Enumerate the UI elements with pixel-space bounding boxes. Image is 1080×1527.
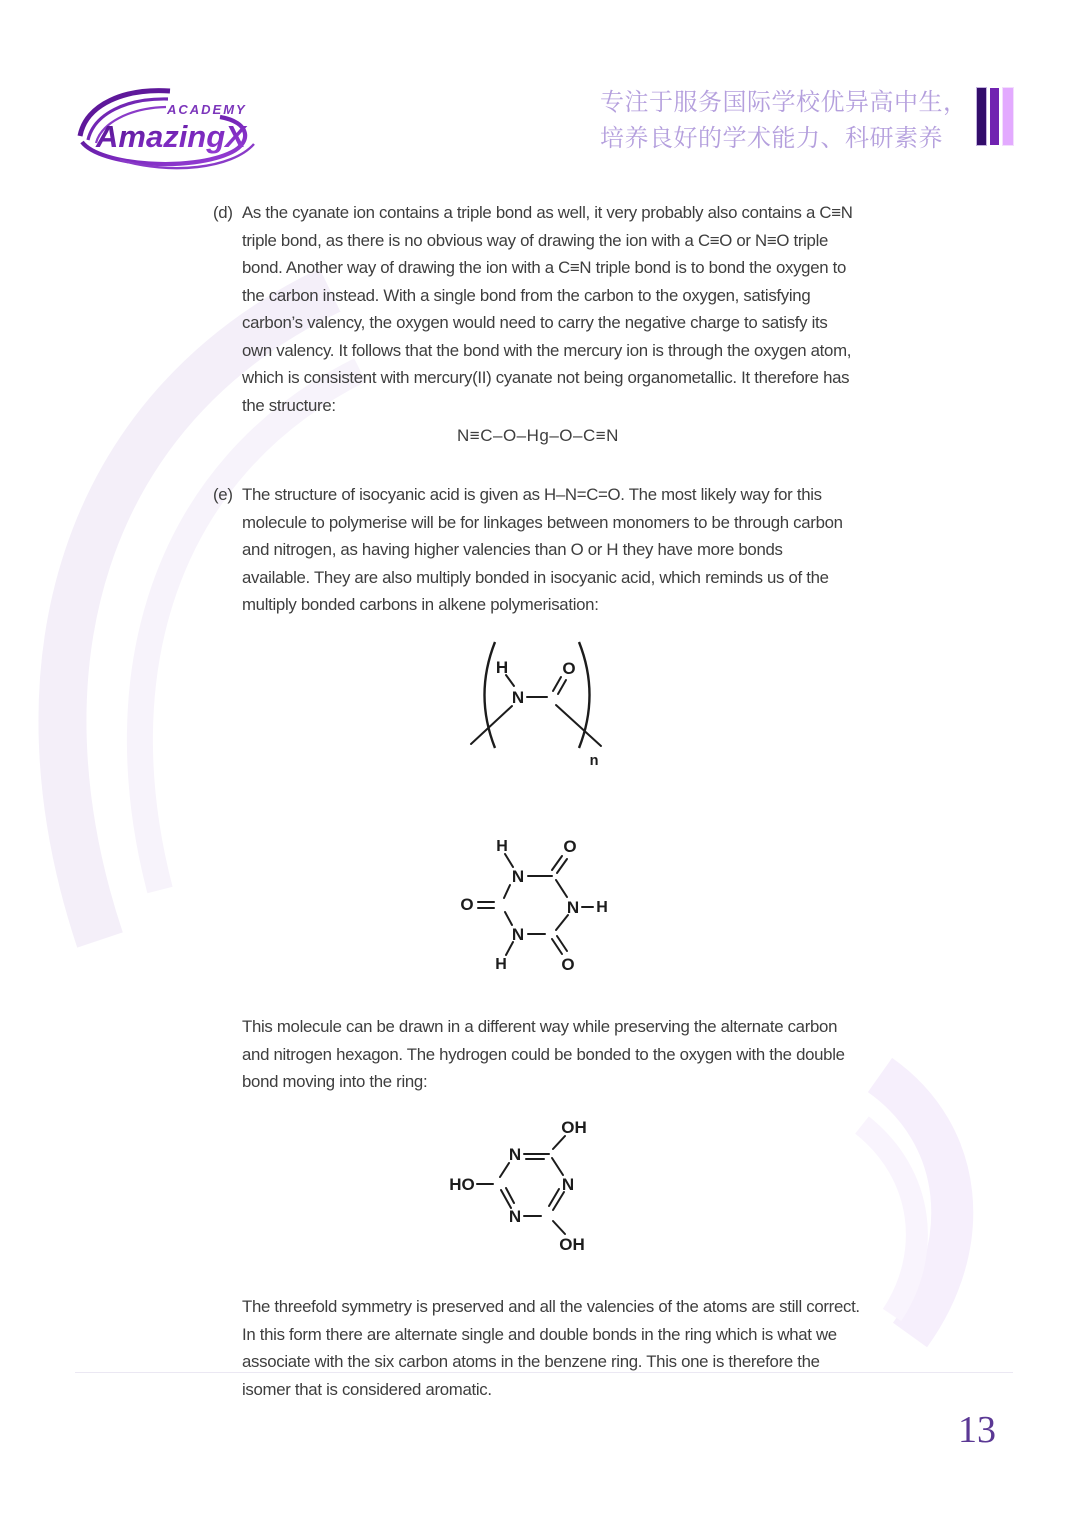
bond-C-OH <box>553 1136 565 1149</box>
watermark-arc <box>140 370 360 890</box>
item-e-label: (e) <box>213 485 233 504</box>
atom-label-H: H <box>596 899 608 916</box>
atom-label-O: O <box>563 837 577 856</box>
atom-label-O: O <box>562 659 576 678</box>
polymer-repeat-unit-structure <box>440 628 660 778</box>
item-d-text: As the cyanate ion contains a triple bond as well, it very probably also contains a C≡N triple bond, as there is no obvious way of drawing the ion with a C≡O or N≡O triple bond. Another way of drawing the ion with a C≡N triple bond is to bond the oxygen to the carbon instead. With a single bond from the carbon to the oxygen, satisfying carbon’s valency, the oxygen would need to carry the negative charge to satisfy its own valency. It follows that the bond with the mercury ion is through the oxygen atom, which is consistent with mercury(II) cyanate not being organometallic. It therefore has the structure: <box>242 203 853 415</box>
atom-label-O: O <box>460 895 474 914</box>
bond-H-N <box>505 854 513 867</box>
logo-brand-text: AmazingX <box>96 119 246 154</box>
bond-C-OH <box>553 1221 565 1234</box>
answer-item-e <box>213 481 854 619</box>
watermark-arc <box>862 1125 917 1315</box>
mercury-cyanate-formula: N≡C–O–Hg–O–C≡N <box>457 426 619 445</box>
atom-label-N: N <box>508 1145 522 1164</box>
ring-bond <box>505 912 512 925</box>
item-d-label: (d) <box>213 203 233 222</box>
amazingx-logo <box>70 84 280 179</box>
item-e-text: The structure of isocyanic acid is given as H–N=C=O. The most likely way for this molecule to polymerise will be for linkages between monomers to be through carbon and nitrogen, as having higher valencies than O or H they have more bonds available. They are also multiply bonded in isocyanic acid, which reminds us of the multiply bonded carbons in alkene polymerisation: <box>242 485 843 614</box>
watermark-arc <box>880 1075 952 1335</box>
header-tagline <box>600 85 968 157</box>
cyanuric-acid-structure <box>430 1103 650 1263</box>
accent-bar-dark <box>977 88 986 145</box>
atom-label-N: N <box>511 867 525 886</box>
atom-label-N: N <box>566 898 580 917</box>
tagline-line-1: 专注于服务国际学校优异高中生， <box>600 89 968 116</box>
atom-label-H: H <box>496 838 508 855</box>
atom-label-N: N <box>511 925 525 944</box>
paragraph-aromatic: The threefold symmetry is preserved and all the valencies of the atoms are still correct. In this form there are alternate single and double bonds in the ring which is what we associate with the six carbon atoms in the benzene ring. This one is therefore the isomer that is considered aromatic. <box>242 1297 860 1399</box>
logo-academy-text: ACADEMY <box>167 102 247 117</box>
atom-label-N: N <box>561 1175 575 1194</box>
ring-bond <box>556 915 568 930</box>
atom-label-N: N <box>508 1207 522 1226</box>
ring-bond <box>556 880 567 897</box>
ring-bond <box>504 885 510 898</box>
atom-label-N: N <box>511 688 525 707</box>
tagline-line-2: 培养良好的学术能力、科研素养 <box>600 125 943 152</box>
paragraph-redraw: This molecule can be drawn in a different way while preserving the alternate carbon and nitrogen hexagon. The hydrogen could be bonded to the oxygen with the double bond moving into the ring: <box>242 1017 845 1091</box>
left-parenthesis <box>485 642 496 748</box>
isocyanuric-acid-structure <box>440 818 640 993</box>
atom-label-HO: HO <box>449 1175 475 1194</box>
atom-label-H: H <box>495 956 507 973</box>
atom-label-OH: OH <box>559 1235 585 1254</box>
accent-bar-light <box>1003 88 1013 145</box>
repeat-subscript-n: n <box>589 753 599 769</box>
answer-item-d <box>213 199 854 419</box>
footer-divider <box>75 1372 1013 1373</box>
right-parenthesis <box>579 642 590 748</box>
accent-bar-mid <box>990 88 999 145</box>
ring-bond <box>552 1158 563 1175</box>
header-accent-bars <box>977 88 1013 145</box>
page-number: 13 <box>958 1409 996 1451</box>
atom-label-OH: OH <box>561 1118 587 1137</box>
atom-label-O: O <box>561 955 575 974</box>
atom-label-H: H <box>495 658 509 677</box>
ring-bond <box>500 1163 509 1177</box>
bond-chain-right <box>556 705 601 746</box>
